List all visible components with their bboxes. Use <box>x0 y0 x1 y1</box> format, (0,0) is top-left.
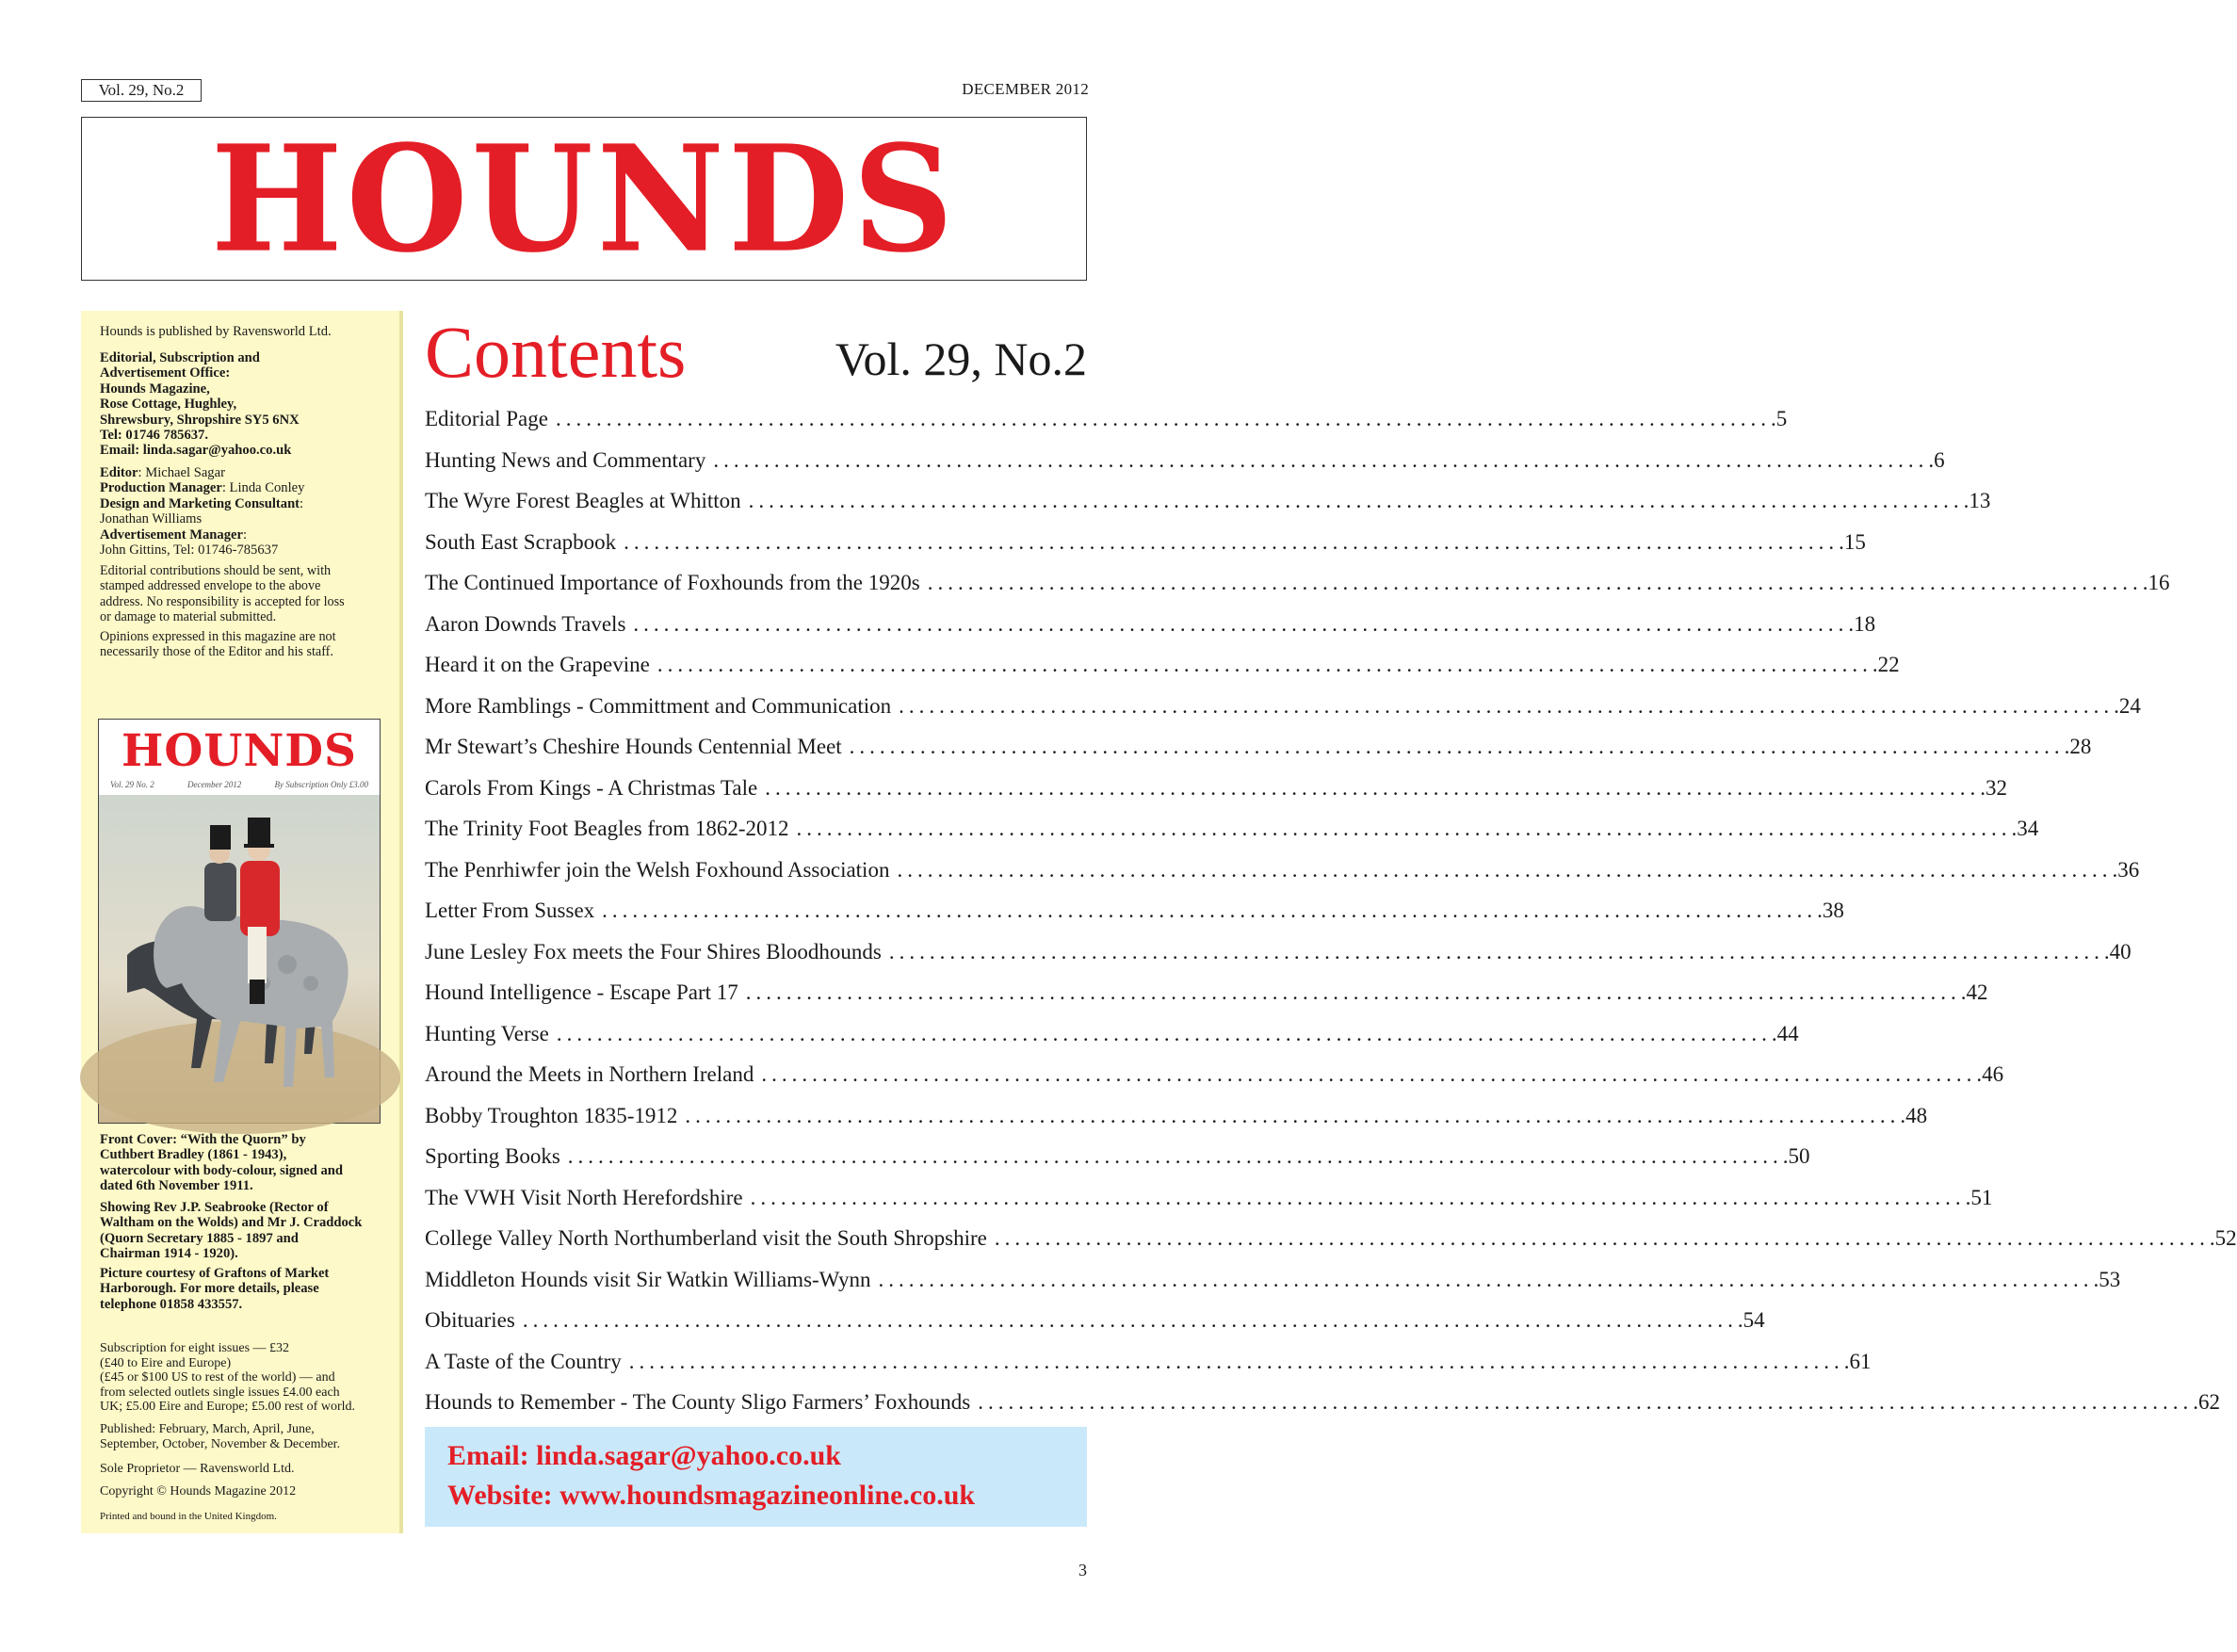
toc-leader-dots: ........................................................................................................................ <box>878 1267 2094 1291</box>
masthead-title: HOUNDS <box>210 112 958 285</box>
subscription-line: Subscription for eight issues — £32 <box>100 1341 290 1355</box>
toc-row[interactable] <box>425 1266 2121 1307</box>
cover-thumbnail <box>98 719 381 1124</box>
toc-row[interactable] <box>425 1224 2237 1266</box>
office-address-line: Editorial, Subscription and <box>100 350 260 365</box>
staff-role: Production Manager <box>100 480 222 496</box>
toc-leader-dots: ........................................................................................................................ <box>796 817 2012 840</box>
toc-leader-dots: ........................................................................................................................ <box>927 571 2143 594</box>
subscription-info <box>100 1341 386 1415</box>
toc-row[interactable] <box>425 774 2007 816</box>
office-address-line: Tel: 01746 785637. <box>100 428 208 444</box>
toc-title: College Valley North Northumberland visit the South Shropshire <box>425 1224 995 1253</box>
toc-page-number: .42 <box>1960 980 1988 1004</box>
toc-leader-dots: ........................................................................................................................ <box>748 489 1964 512</box>
toc-title: Hunting Verse <box>425 1020 557 1048</box>
toc-title: The Trinity Foot Beagles from 1862-2012 <box>425 815 797 843</box>
toc-page-number: .5 <box>1770 407 1788 430</box>
cover-caption-line: dated 6th November 1911. <box>100 1178 253 1194</box>
toc-page-number: .22 <box>1872 653 1900 676</box>
subscription-line: (£40 to Eire and Europe) <box>100 1355 232 1370</box>
toc-leader-dots: ........................................................................................................................ <box>685 1103 1901 1127</box>
toc-row[interactable] <box>425 856 2140 898</box>
toc-page-number: .53 <box>2093 1267 2121 1291</box>
showing-caption-line: Showing Rev J.P. Seabrooke (Rector of <box>100 1200 329 1215</box>
toc-row[interactable] <box>425 897 1844 938</box>
cover-title: HOUNDS <box>122 725 357 777</box>
toc-row[interactable] <box>425 733 2092 774</box>
editorial-note-line: or damage to material submitted. <box>100 609 277 625</box>
toc-leader-dots: ........................................................................................................................ <box>633 611 1849 636</box>
toc-row[interactable] <box>425 610 1876 652</box>
office-address-line: Email: linda.sagar@yahoo.co.uk <box>100 443 292 459</box>
toc-title: The VWH Visit North Herefordshire <box>425 1184 751 1212</box>
toc-title: Hounds to Remember - The County Sligo Farmers’ Foxhounds <box>425 1388 978 1417</box>
staff-entry <box>100 511 386 526</box>
cover-caption-line: watercolour with body-colour, signed and <box>100 1162 343 1178</box>
courtesy-caption <box>100 1266 386 1312</box>
toc-leader-dots: ........................................................................................................................ <box>555 407 1771 430</box>
toc-row[interactable] <box>425 569 2170 610</box>
cover-caption-line: Cuthbert Bradley (1861 - 1943), <box>100 1147 287 1163</box>
toc-row[interactable] <box>425 692 2141 734</box>
staff-entry <box>100 543 386 558</box>
opinions-note-line: necessarily those of the Editor and his staff. <box>100 644 333 660</box>
published-line: September, October, November & December. <box>100 1436 341 1451</box>
toc-leader-dots: ........................................................................................................................ <box>888 939 2104 964</box>
toc-title: Carols From Kings - A Christmas Tale <box>425 774 765 802</box>
toc-title: Obituaries <box>425 1306 523 1335</box>
office-address-line: Hounds Magazine, <box>100 381 210 397</box>
toc-row[interactable] <box>425 1020 1799 1061</box>
toc-title: Heard it on the Grapevine <box>425 651 657 679</box>
showing-caption-line: Waltham on the Wolds) and Mr J. Craddock <box>100 1215 363 1231</box>
masthead <box>81 112 1087 285</box>
courtesy-caption-line: Harborough. For more details, please <box>100 1281 319 1297</box>
staff-name: : Michael Sagar <box>138 465 225 480</box>
subscription-line: UK; £5.00 Eire and Europe; £5.00 rest of world. <box>100 1400 355 1415</box>
toc-page-number: .18 <box>1848 611 1876 636</box>
staff-name: : <box>242 526 248 543</box>
toc-page-number: .28 <box>2064 735 2092 758</box>
toc-row[interactable] <box>425 1184 1993 1225</box>
toc-page-number: .6 <box>1928 447 1945 472</box>
toc-page-number: .24 <box>2114 693 2141 718</box>
printed-line: Printed and bound in the United Kingdom. <box>100 1511 277 1522</box>
cover-caption-line: Front Cover: “With the Quorn” by <box>100 1132 306 1147</box>
toc-leader-dots: ........................................................................................................................ <box>899 693 2115 718</box>
toc-leader-dots: ........................................................................................................................ <box>567 1144 1783 1168</box>
toc-title: Bobby Troughton 1835-1912 <box>425 1102 685 1130</box>
toc-row[interactable] <box>425 1102 1928 1143</box>
toc-page-number: .38 <box>1817 899 1844 922</box>
contents-volume: Vol. 29, No.2 <box>835 332 1087 385</box>
toc-row[interactable] <box>425 446 1945 488</box>
toc-page-number: .16 <box>2142 571 2170 594</box>
toc-title: The Continued Importance of Foxhounds from the 1920s <box>425 569 928 597</box>
toc-title: Hunting News and Commentary <box>425 446 713 475</box>
staff-name: John Gittins, Tel: 01746-785637 <box>100 543 279 559</box>
toc-row[interactable] <box>425 528 1866 570</box>
staff-name: Jonathan Williams <box>100 511 203 527</box>
toc-title: A Taste of the Country <box>425 1348 629 1376</box>
showing-caption <box>100 1200 386 1262</box>
toc-row[interactable] <box>425 1388 2220 1430</box>
toc-page-number: .54 <box>1737 1308 1765 1332</box>
staff-role: Editor <box>100 465 138 480</box>
toc-row[interactable] <box>425 487 1991 528</box>
toc-page-number: .46 <box>1976 1062 2004 1086</box>
issue-date: DECEMBER 2012 <box>962 80 1089 98</box>
toc-page-number: .62 <box>2193 1390 2220 1414</box>
courtesy-caption-line: telephone 01858 433557. <box>100 1296 243 1312</box>
toc-page-number: .32 <box>1980 775 2007 800</box>
toc-title: Aaron Downds Travels <box>425 610 633 639</box>
cover-issue: Vol. 29 No. 2 <box>110 780 154 789</box>
editorial-note-line: Editorial contributions should be sent, with <box>100 563 332 578</box>
toc-page-number: .51 <box>1965 1185 1993 1209</box>
toc-leader-dots: ........................................................................................................................ <box>897 857 2113 882</box>
toc-leader-dots: ........................................................................................................................ <box>849 735 2065 758</box>
toc-page-number: .15 <box>1839 529 1866 554</box>
toc-leader-dots: ........................................................................................................................ <box>602 899 1818 922</box>
toc-title: The Penrhiwfer join the Welsh Foxhound Association <box>425 856 897 884</box>
toc-title: Editorial Page <box>425 405 556 433</box>
toc-page-number: .48 <box>1900 1103 1928 1127</box>
toc-page-number: .13 <box>1963 489 1991 512</box>
published-line: Published: February, March, April, June, <box>100 1422 315 1436</box>
toc-leader-dots: ........................................................................................................................ <box>761 1062 1977 1086</box>
toc-leader-dots: ........................................................................................................................ <box>628 1349 1844 1373</box>
office-address-line: Rose Cottage, Hughley, <box>100 397 237 413</box>
toc-page-number: .40 <box>2103 939 2132 964</box>
cover-caption <box>100 1132 386 1194</box>
contact-website[interactable]: Website: www.houndsmagazineonline.co.uk <box>447 1480 976 1511</box>
toc-title: Around the Meets in Northern Ireland <box>425 1061 761 1089</box>
copyright-line: Copyright © Hounds Magazine 2012 <box>100 1484 297 1498</box>
staff-entry <box>100 527 386 543</box>
toc-page-number: .50 <box>1782 1144 1810 1168</box>
staff-name: : <box>300 495 304 511</box>
staff-entry <box>100 480 386 495</box>
toc-row[interactable] <box>425 938 2132 980</box>
toc-title: Mr Stewart’s Cheshire Hounds Centennial Meet <box>425 733 850 761</box>
toc-leader-dots: ........................................................................................................................ <box>657 653 1872 676</box>
toc-leader-dots: ........................................................................................................................ <box>713 447 1929 472</box>
courtesy-caption-line: Picture courtesy of Graftons of Market <box>100 1266 330 1281</box>
toc-leader-dots: ........................................................................................................................ <box>624 529 1840 554</box>
staff-list <box>100 465 386 558</box>
staff-name: : Linda Conley <box>221 480 305 496</box>
editorial-note <box>100 563 386 625</box>
subscription-line: (£45 or $100 US to rest of the world) — and <box>100 1370 335 1385</box>
toc-row[interactable] <box>425 979 1988 1020</box>
staff-role: Advertisement Manager <box>100 526 243 543</box>
office-address-line: Advertisement Office: <box>100 365 231 381</box>
toc-leader-dots: ........................................................................................................................ <box>750 1185 1966 1209</box>
proprietor-line: Sole Proprietor — Ravensworld Ltd. <box>100 1462 295 1476</box>
toc-leader-dots: ........................................................................................................................ <box>522 1308 1738 1332</box>
opinions-note-line: Opinions expressed in this magazine are not <box>100 629 336 644</box>
toc-leader-dots: ........................................................................................................................ <box>994 1226 2210 1250</box>
toc-page-number: .52 <box>2209 1226 2237 1250</box>
toc-page-number: .36 <box>2112 857 2140 882</box>
toc-row[interactable] <box>425 1306 1765 1348</box>
cover-price: By Subscription Only £3.00 <box>274 780 368 789</box>
toc-leader-dots: ........................................................................................................................ <box>978 1390 2194 1414</box>
toc-page-number: .44 <box>1771 1021 1799 1045</box>
toc-row[interactable] <box>425 815 2039 856</box>
showing-caption-line: Chairman 1914 - 1920). <box>100 1246 238 1262</box>
toc-title: Middleton Hounds visit Sir Watkin Williams-Wynn <box>425 1266 879 1294</box>
published-months <box>100 1422 386 1451</box>
publisher-line: Hounds is published by Ravensworld Ltd. <box>100 324 332 339</box>
toc-title: Letter From Sussex <box>425 897 602 925</box>
contact-email[interactable]: Email: linda.sagar@yahoo.co.uk <box>447 1440 841 1471</box>
table-of-contents <box>425 405 2237 1430</box>
cover-painting-image <box>99 795 380 1123</box>
page-number: 3 <box>1078 1561 1087 1579</box>
staff-entry <box>100 465 386 480</box>
editorial-note-line: address. No responsibility is accepted for loss <box>100 593 345 609</box>
toc-leader-dots: ........................................................................................................................ <box>745 980 1961 1004</box>
subscription-line: from selected outlets single issues £4.00 each <box>100 1385 340 1400</box>
toc-leader-dots: ........................................................................................................................ <box>765 775 1981 800</box>
toc-row[interactable] <box>425 1348 1872 1389</box>
toc-page-number: .61 <box>1843 1349 1872 1373</box>
contact-box <box>425 1427 1087 1527</box>
toc-row[interactable] <box>425 1061 2004 1102</box>
staff-entry <box>100 496 386 511</box>
toc-page-number: .34 <box>2011 817 2039 840</box>
cover-month: December 2012 <box>187 780 242 789</box>
showing-caption-line: (Quorn Secretary 1885 - 1897 and <box>100 1230 299 1246</box>
toc-title: Sporting Books <box>425 1142 568 1171</box>
contents-heading: Contents <box>425 311 687 393</box>
volume-label: Vol. 29, No.2 <box>81 79 202 102</box>
toc-title: Hound Intelligence - Escape Part 17 <box>425 979 746 1007</box>
toc-leader-dots: ........................................................................................................................ <box>556 1021 1772 1045</box>
toc-title: More Ramblings - Committment and Communication <box>425 692 899 721</box>
cover-subline <box>110 780 368 789</box>
toc-title: South East Scrapbook <box>425 528 624 557</box>
opinions-note <box>100 629 386 660</box>
toc-row[interactable] <box>425 651 1900 692</box>
staff-role: Design and Marketing Consultant <box>100 495 300 511</box>
toc-row[interactable] <box>425 405 1788 446</box>
toc-title: The Wyre Forest Beagles at Whitton <box>425 487 749 515</box>
toc-row[interactable] <box>425 1142 1810 1184</box>
office-address <box>100 350 386 459</box>
office-address-line: Shrewsbury, Shropshire SY5 6NX <box>100 412 300 428</box>
editorial-note-line: stamped addressed envelope to the above <box>100 578 321 594</box>
toc-title: June Lesley Fox meets the Four Shires Bloodhounds <box>425 938 889 966</box>
